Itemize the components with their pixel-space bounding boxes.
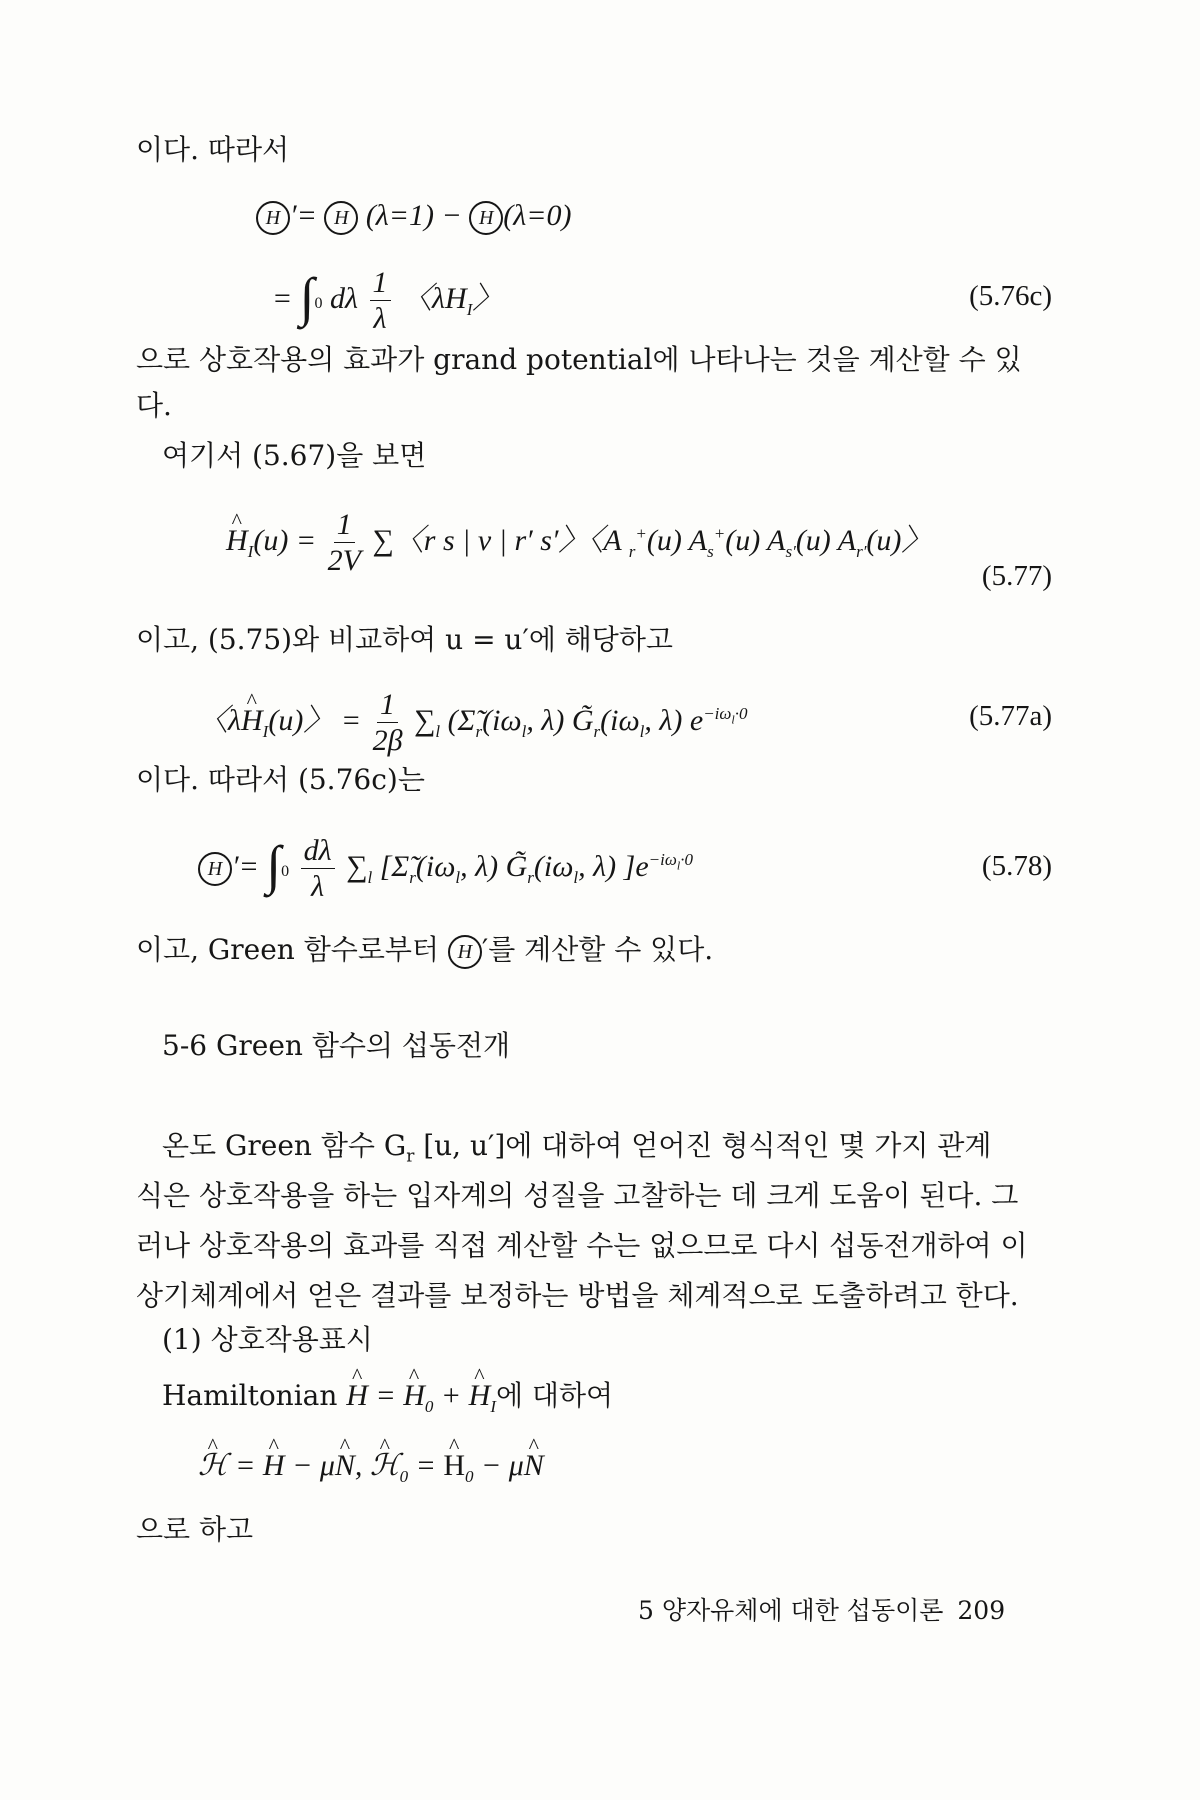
para-line: 이고, (5.75)와 비교하여 u = u′에 해당하고 (136, 623, 673, 656)
para-line: 상기체계에서 얻은 결과를 보정하는 방법을 체계적으로 도출하려고 한다. (136, 1279, 1019, 1312)
para-line: 으로 상호작용의 효과가 grand potential에 나타나는 것을 계산할 수 있 (136, 343, 1022, 376)
fraction: $\frac{1}{2\beta}$ (372, 688, 403, 757)
equation-number: (5.76c) (969, 280, 1052, 312)
fraction: $\frac{1}{\lambda}$ (370, 268, 391, 334)
para-line: 온도 Green 함수 $G_r$ [u, u′]에 대하여 얻어진 형식적인 몇 가지 관계 (162, 1129, 992, 1167)
para-line: 식은 상호작용을 하는 입자계의 성질을 고찰하는 데 크게 도움이 된다. 그 (136, 1179, 1019, 1212)
equation-line: H ′= H (λ=1) − H (λ=0) (256, 196, 572, 236)
equation-number: (5.78) (981, 850, 1052, 882)
para-line: 러나 상호작용의 효과를 직접 계산할 수는 없으므로 다시 섭동전개하여 이 (136, 1229, 1028, 1262)
circled-h-icon: H (324, 201, 358, 235)
equation-line: H ′= ∫0 $\frac{d\lambda}{\lambda}$ $\sum_l$ [$\Sigmã_r(i\omega_l$, λ) $G̃_r(i\omega_l$, λ) ]$e^{-i\omega_l\cdot 0}$ (198, 836, 693, 902)
fraction: $\frac{d\lambda}{\lambda}$ (301, 836, 335, 902)
circled-h-icon: H (256, 201, 290, 235)
integral-sign: ∫ (299, 267, 315, 327)
page-footer (638, 1594, 1005, 1628)
circled-h-icon: H (469, 201, 503, 235)
para-line: (1) 상호작용표시 (162, 1323, 373, 1356)
equation-number: (5.77) (981, 560, 1052, 592)
section-heading: 5-6 Green 함수의 섭동전개 (162, 1029, 511, 1062)
circled-h-icon: H (448, 935, 482, 969)
running-footer: 5 양자유체에 대한 섭동이론 (638, 1596, 944, 1625)
para-intro: 이다. 따라서 (136, 133, 290, 166)
equation-number: (5.77a) (969, 700, 1052, 732)
para-line: 이다. 따라서 (5.76c)는 (136, 763, 425, 796)
equation-line: ^ $H_I(u)$ = $\frac{1}{2V}$ ∑〈r s | v | r′ s′〉〈A $_r$+(u) $A_s^+(u)$ $A_{s'}(u)$ $A_{r'}(u)$〉 (226, 510, 931, 576)
page-number: 209 (957, 1596, 1006, 1625)
fraction: $\frac{1}{2V}$ (327, 508, 361, 577)
para-line: Hamiltonian ^ H = ^ $H_0$ + ^ $H_I$에 대하여 (162, 1376, 613, 1427)
para-line: 여기서 (5.67)을 보면 (162, 439, 427, 472)
para-line: 으로 하고 (136, 1513, 254, 1546)
integral-sign: ∫ (266, 835, 282, 895)
equation-line: 〈λ^ $H_I(u)$〉 = $\frac{1}{2\beta}$ $\sum_l$ ($\Sigmã_r(i\omega_l$, λ) $G̃_r(i\omega_l$, λ) $e^{-i\omega_l\cdot 0}$ (198, 690, 748, 756)
circled-h-icon: H (198, 852, 232, 886)
para-line: 다. (136, 389, 172, 422)
equation-line: = ∫0 dλ $\frac{1}{\lambda}$ 〈$\lambda H_I$〉 (272, 266, 503, 335)
equation-line: ^ ℋ = ^ H − μ^ N, ^ ℋ$_0$ = ^ $H_0$ − μ^ N (198, 1446, 544, 1497)
para-line: 이고, Green 함수로부터 H ′를 계산할 수 있다. (136, 930, 713, 970)
